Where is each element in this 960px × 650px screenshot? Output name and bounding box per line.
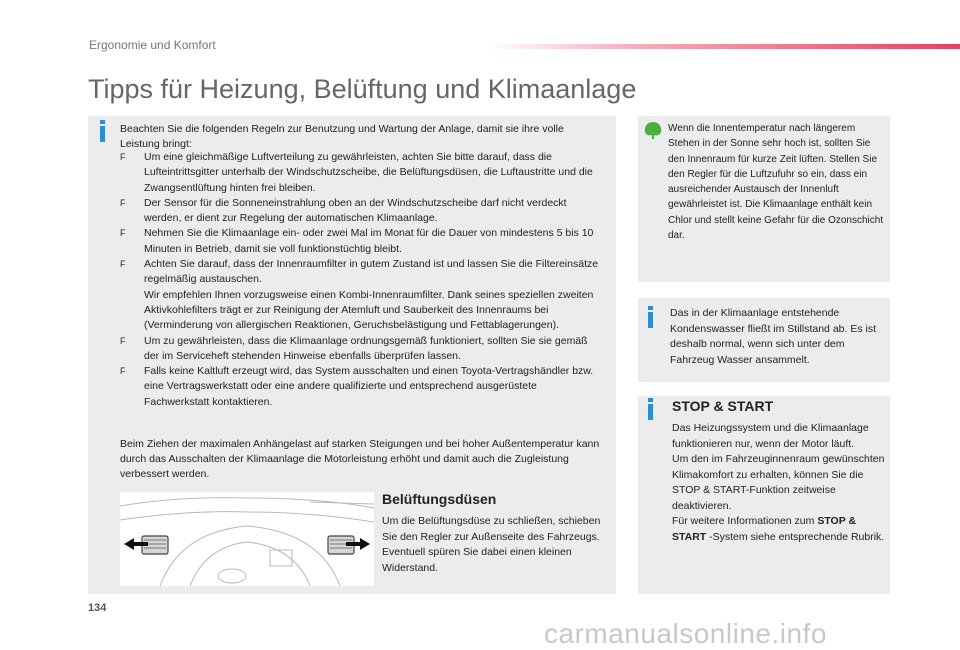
- section-label: Ergonomie und Komfort: [89, 38, 216, 52]
- page-title: Tipps für Heizung, Belüftung und Klimaanlage: [88, 74, 637, 104]
- bullet-icon: F: [120, 335, 126, 346]
- rule-text: Der Sensor für die Sonneneinstrahlung oben an der Windschutzscheibe darf nicht verdeckt werden, er dient zur Regelung der automatischen Klimaanlage.: [144, 196, 567, 225]
- list-item: [120, 257, 600, 333]
- eco-tip-text: Wenn die Innentemperatur nach längerem Stehen in der Sonne sehr hoch ist, sollten Sie den Innenraum für kurze Zeit lüften. Stellen Sie den Regler für die Luftzufuhr so ein, dass ein ausreichender Austausch der Innenluft gewährleistet ist. Die Klimaanlage enthält kein Chlor und stellt keine Gefahr für die Ozonschicht dar.: [668, 123, 884, 242]
- list-item: [120, 364, 600, 410]
- stop-start-text-3-bold: STOP & START: [672, 515, 857, 543]
- stop-start-heading: STOP & START: [672, 398, 774, 414]
- header-rule: [488, 44, 960, 49]
- rule-text: Nehmen Sie die Klimaanlage ein- oder zwei Mal im Monat für die Dauer von mindestens 5 bis 10 Minuten in Betrieb, damit sie voll funktionstüchtig bleibt.: [144, 227, 594, 255]
- bullet-icon: F: [120, 259, 126, 270]
- bullet-icon: F: [120, 366, 126, 377]
- rule-text: Um eine gleichmäßige Luftverteilung zu gewährleisten, achten Sie bitte darauf, dass die Lufteintrittsgitter unterhalb der Windschutzscheibe, die Belüftungsdüsen, die Luftaustritte und die Zwangsentlüftung hinten frei bleiben.: [144, 151, 593, 194]
- eco-leaf-icon: [643, 120, 663, 140]
- rule-text: Um zu gewährleisten, dass die Klimaanlage ordnungsgemäß funktioniert, sollten Sie sie gemäß der im Serviceheft stehenden Hinweise ebenfalls überprüfen lassen.: [144, 334, 588, 362]
- condensate-text: Das in der Klimaanlage entstehende Kondenswasser fließt im Stillstand ab. Es ist deshalb normal, wenn sich unter dem Fahrzeug Wasser ansammelt.: [670, 307, 877, 366]
- vent-heading: Belüftungsdüsen: [382, 491, 497, 507]
- list-item: [120, 150, 600, 196]
- stop-start-text-2: Um den im Fahrzeuginnenraum gewünschten Klimakomfort zu erhalten, können Sie die STOP & START-Funktion zeitweise deaktivieren.: [672, 453, 885, 512]
- rule-text: Falls keine Kaltluft erzeugt wird, das System ausschalten und einen Toyota-Vertragshändler bzw. eine Vertragswerkstatt oder eine andere qualifizierte und entsprechend ausgerüstete Fachwerkstatt kontaktieren.: [144, 365, 594, 408]
- rules-list: [120, 150, 600, 410]
- main-outro-text: Beim Ziehen der maximalen Anhängelast auf starken Steigungen und bei hoher Außentemperatur kann durch das Ausschalten der Klimaanlage die Motorleistung erhöht und damit auch die Zugleistung verbessert werden.: [120, 438, 600, 480]
- stop-start-text: [672, 421, 886, 545]
- vent-text: Um die Belüftungsdüse zu schließen, schieben Sie den Regler zur Außenseite des Fahrzeugs. Eventuell spüren Sie dabei einen kleinen Widerstand.: [382, 515, 601, 574]
- bullet-icon: F: [120, 228, 126, 239]
- bullet-icon: F: [120, 152, 126, 162]
- rule-extra-text: Wir empfehlen Ihnen vorzugsweise einen Kombi-Innenraumfilter. Dank seines speziellen zweiten Aktivkohlefilters trägt er zur Reinigung der Atemluft und Sauberkeit des Innenraums bei (Verminderung von allergischen Reaktionen, Geruchsbelästigung und Fettablagerungen).: [144, 288, 594, 332]
- stop-start-text-3-pre: Für weitere Informationen zum: [672, 515, 818, 527]
- bullet-icon: F: [120, 197, 126, 208]
- list-item: [120, 226, 600, 257]
- stop-start-text-3-post: -System siehe entsprechende Rubrik.: [706, 530, 885, 543]
- info-icon: [648, 312, 653, 328]
- rule-text: Achten Sie darauf, dass der Innenraumfilter in gutem Zustand ist und lassen Sie die Filtereinsätze regelmäßig austauschen.: [144, 258, 599, 286]
- page-number: 134: [88, 602, 107, 614]
- main-intro-text: Beachten Sie die folgenden Regeln zur Benutzung und Wartung der Anlage, damit sie ihre volle Leistung bringt:: [120, 123, 564, 150]
- stop-start-text-1: Das Heizungssystem und die Klimaanlage funktionieren nur, wenn der Motor läuft.: [672, 422, 869, 450]
- info-icon: [100, 126, 105, 142]
- vent-illustration: [120, 492, 374, 586]
- stop-start-text-3: [672, 514, 886, 545]
- watermark: carmanualsonline.info: [544, 618, 827, 649]
- list-item: [120, 334, 600, 365]
- info-icon: [648, 404, 653, 420]
- list-item: [120, 196, 600, 227]
